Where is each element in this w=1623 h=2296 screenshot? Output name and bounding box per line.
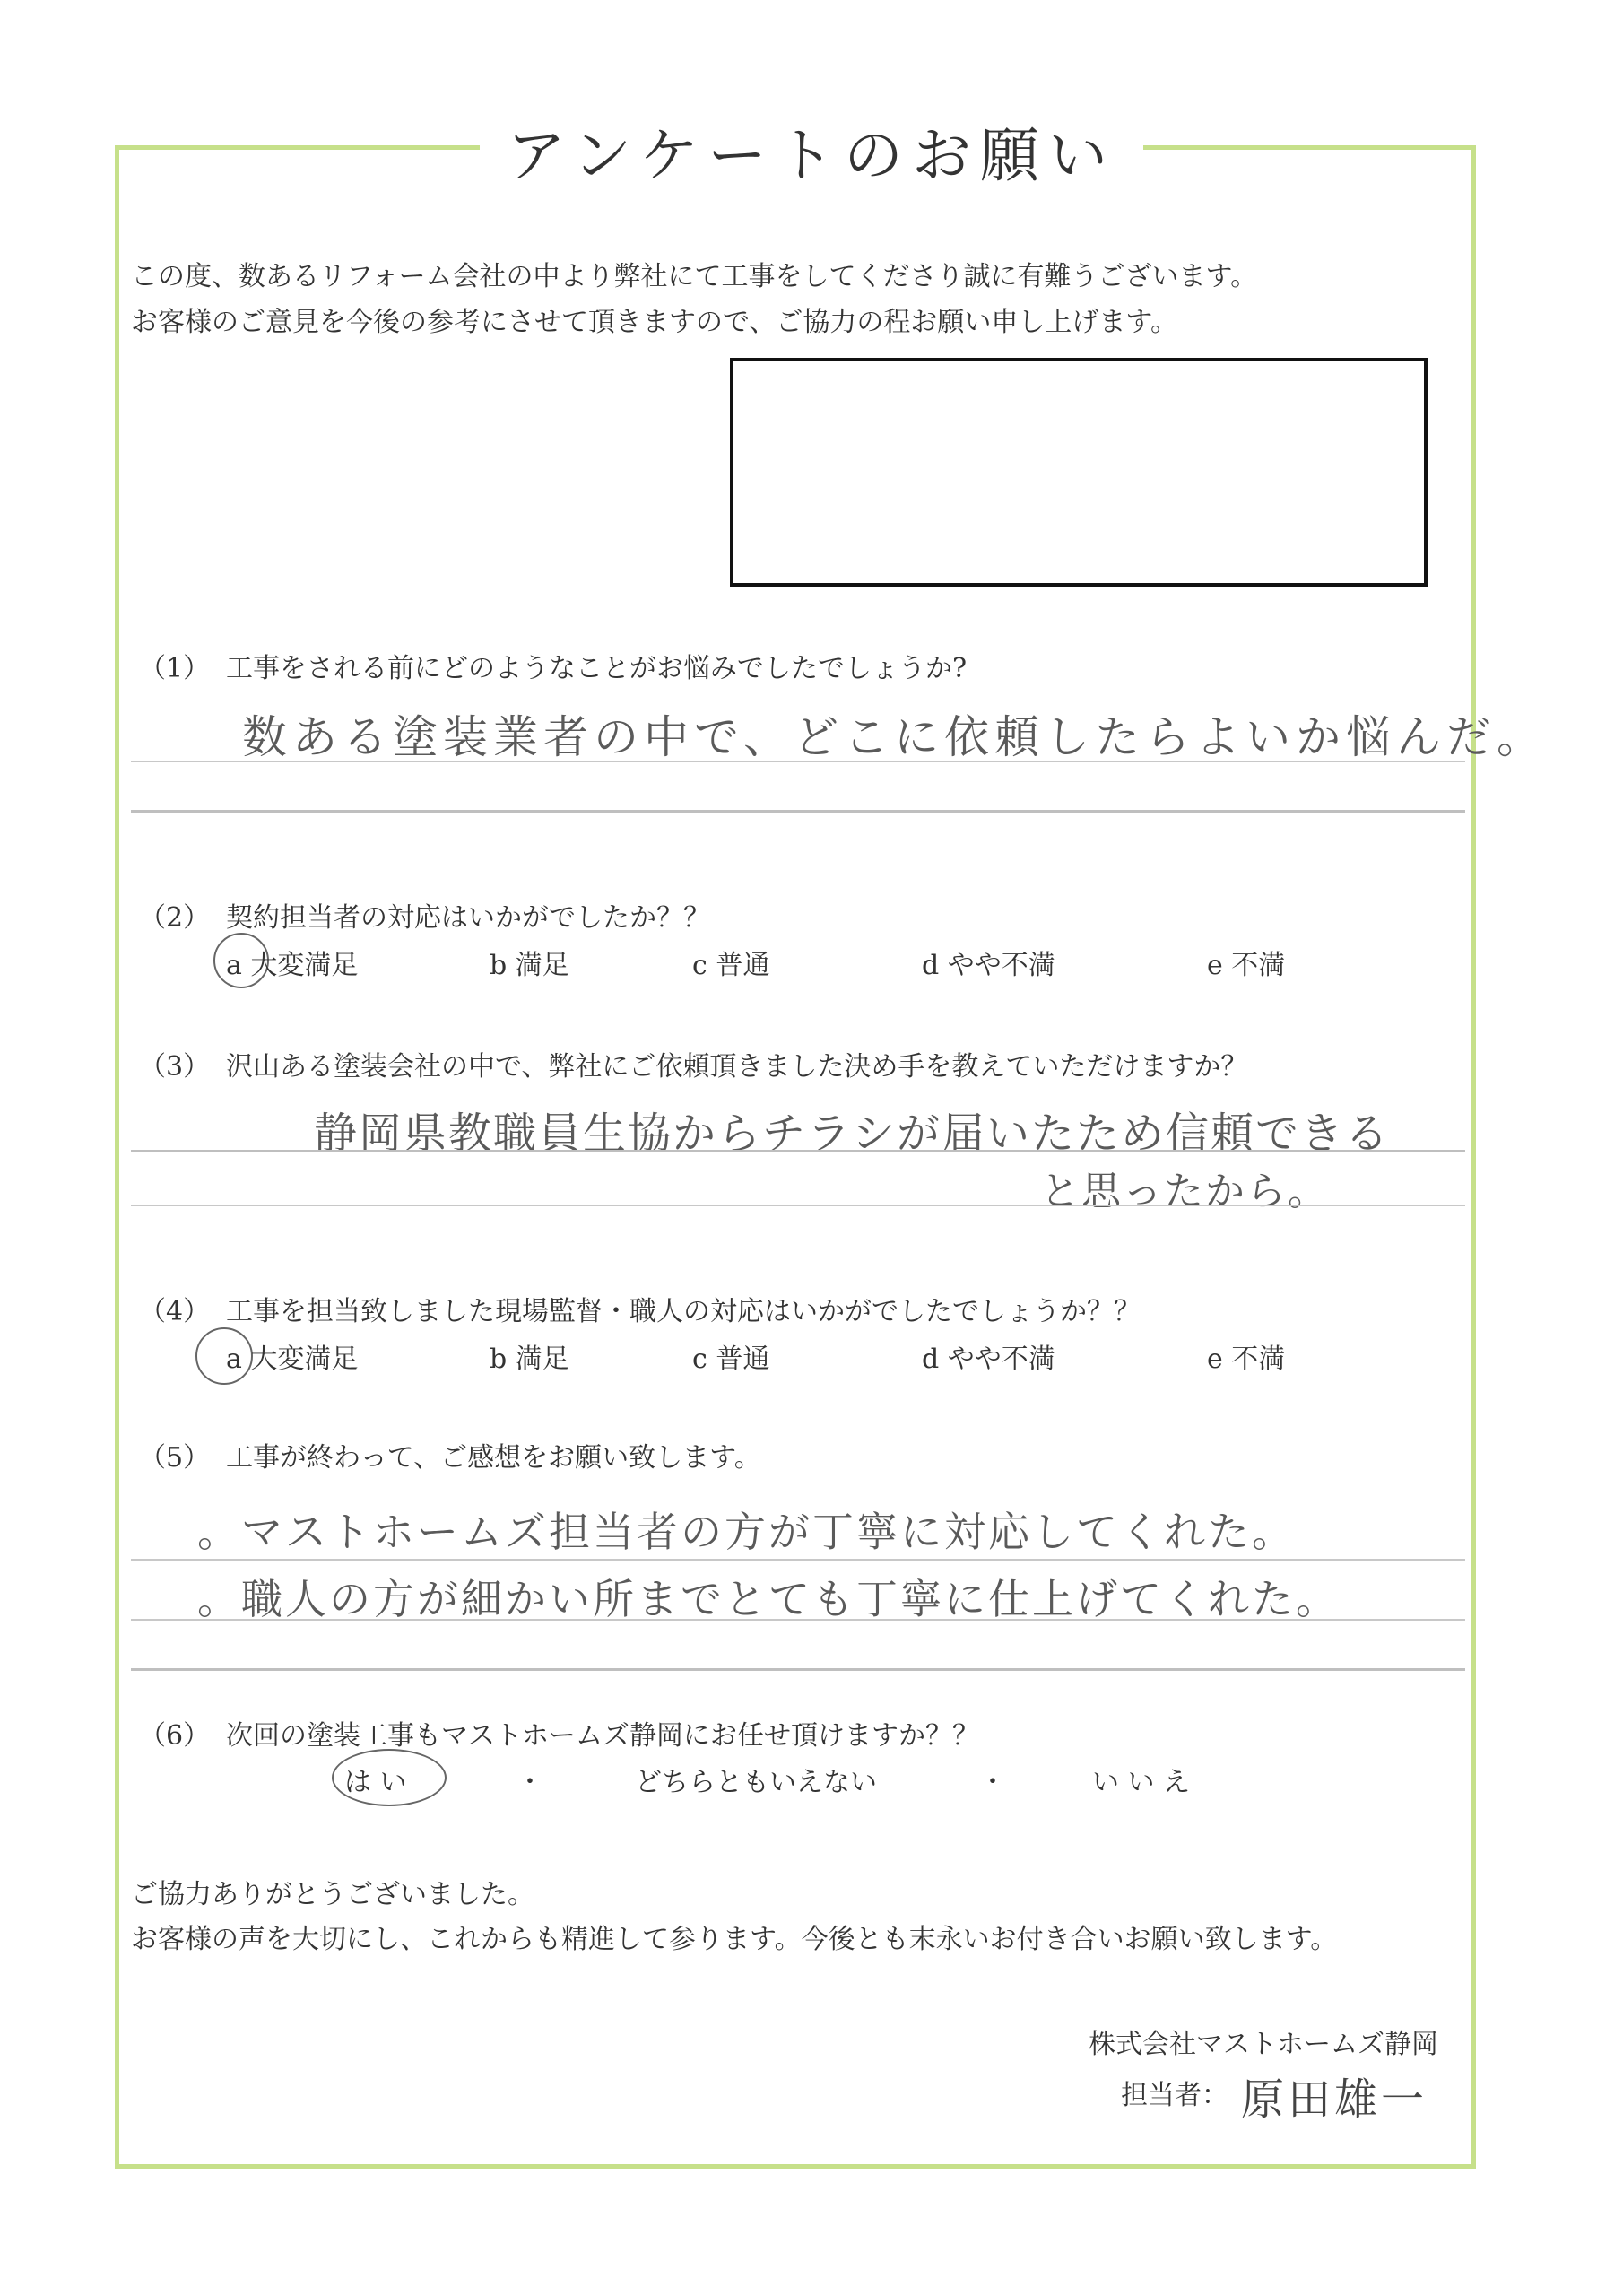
q5-answer-rule-2 [131, 1619, 1465, 1621]
q5-answer-line-1: 。マストホームズ担当者の方が丁寧に対応してくれた。 [197, 1508, 1296, 1556]
intro-line-2: お客様のご意見を今後の参考にさせて頂きますので、ご協力の程お願い申し上げます。 [131, 307, 1177, 338]
q4-option-d[interactable]: d やや不満 [922, 1344, 1055, 1375]
q6-number: （6） [139, 1720, 211, 1752]
q5-number: （5） [139, 1442, 211, 1474]
q2-number: （2） [139, 902, 211, 934]
q3-answer-rule-1 [131, 1150, 1465, 1152]
q6-option-yes[interactable]: は い [344, 1767, 407, 1798]
q3-answer-line-2: と思ったから。 [1040, 1169, 1329, 1214]
q1-answer-line-1: 数ある塗装業者の中で、どこに依頼したらよいか悩んだ。 [242, 711, 1547, 763]
q3-text: 沢山ある塗装会社の中で、弊社にご依頼頂きました決め手を教えていただけますか？ [226, 1051, 1248, 1083]
q1-answer-rule-1 [131, 761, 1465, 762]
blank-box [730, 358, 1428, 587]
closing-line-1: ご協力ありがとうございました。 [131, 1879, 534, 1910]
q3-answer-rule-2 [131, 1205, 1465, 1206]
staff-signature: 原田雄一 [1241, 2074, 1428, 2125]
company-name: 株式会社マストホームズ静岡 [1089, 2029, 1438, 2060]
q4-option-a[interactable]: a 大変満足 [226, 1344, 359, 1375]
q6-option-neither[interactable]: どちらともいえない [635, 1767, 877, 1798]
q5-text: 工事が終わって、ご感想をお願い致します。 [226, 1442, 761, 1474]
q6-text: 次回の塗装工事もマストホームズ静岡にお任せ頂けますか？？ [226, 1720, 979, 1752]
q6-separator-2: ・ [979, 1767, 1006, 1798]
q3-answer-line-1: 静岡県教職員生協からチラシが届いたため信頼できる [314, 1109, 1391, 1159]
q2-option-e[interactable]: e 不満 [1207, 950, 1286, 981]
intro-line-1: この度、数あるリフォーム会社の中より弊社にて工事をしてくださり誠に有難うございます。 [131, 261, 1258, 292]
q5-answer-rule-1 [131, 1559, 1465, 1561]
q4-option-c[interactable]: c 普通 [692, 1344, 770, 1375]
closing-line-2: お客様の声を大切にし、これからも精進して参ります。今後とも末永いお付き合いお願い致します。 [131, 1924, 1338, 1955]
q2-option-b[interactable]: b 満足 [490, 950, 569, 981]
q1-text: 工事をされる前にどのようなことがお悩みでしたでしょうか? [226, 653, 968, 684]
q6-option-no[interactable]: い い え [1092, 1767, 1191, 1798]
q5-answer-rule-3 [131, 1668, 1465, 1671]
q5-answer-line-2: 。職人の方が細かい所までとても丁寧に仕上げてくれた。 [197, 1575, 1340, 1623]
q2-option-a[interactable]: a 大変満足 [226, 950, 359, 981]
q2-option-c[interactable]: c 普通 [692, 950, 770, 981]
q6-separator-1: ・ [516, 1767, 543, 1798]
q2-option-d[interactable]: d やや不満 [922, 950, 1055, 981]
title-wrap [0, 108, 1623, 193]
q4-option-e[interactable]: e 不満 [1207, 1344, 1286, 1375]
staff-label: 担当者： [1121, 2080, 1228, 2111]
q1-number: （1） [139, 653, 211, 684]
q2-text: 契約担当者の対応はいかがでしたか？？ [226, 902, 710, 934]
q4-text: 工事を担当致しました現場監督・職人の対応はいかがでしたでしょうか？？ [226, 1296, 1141, 1327]
q1-answer-rule-2 [131, 810, 1465, 813]
q4-option-b[interactable]: b 満足 [490, 1344, 569, 1375]
page-title: アンケートのお願い [480, 108, 1143, 193]
q4-number: （4） [139, 1296, 211, 1327]
q3-number: （3） [139, 1051, 211, 1083]
